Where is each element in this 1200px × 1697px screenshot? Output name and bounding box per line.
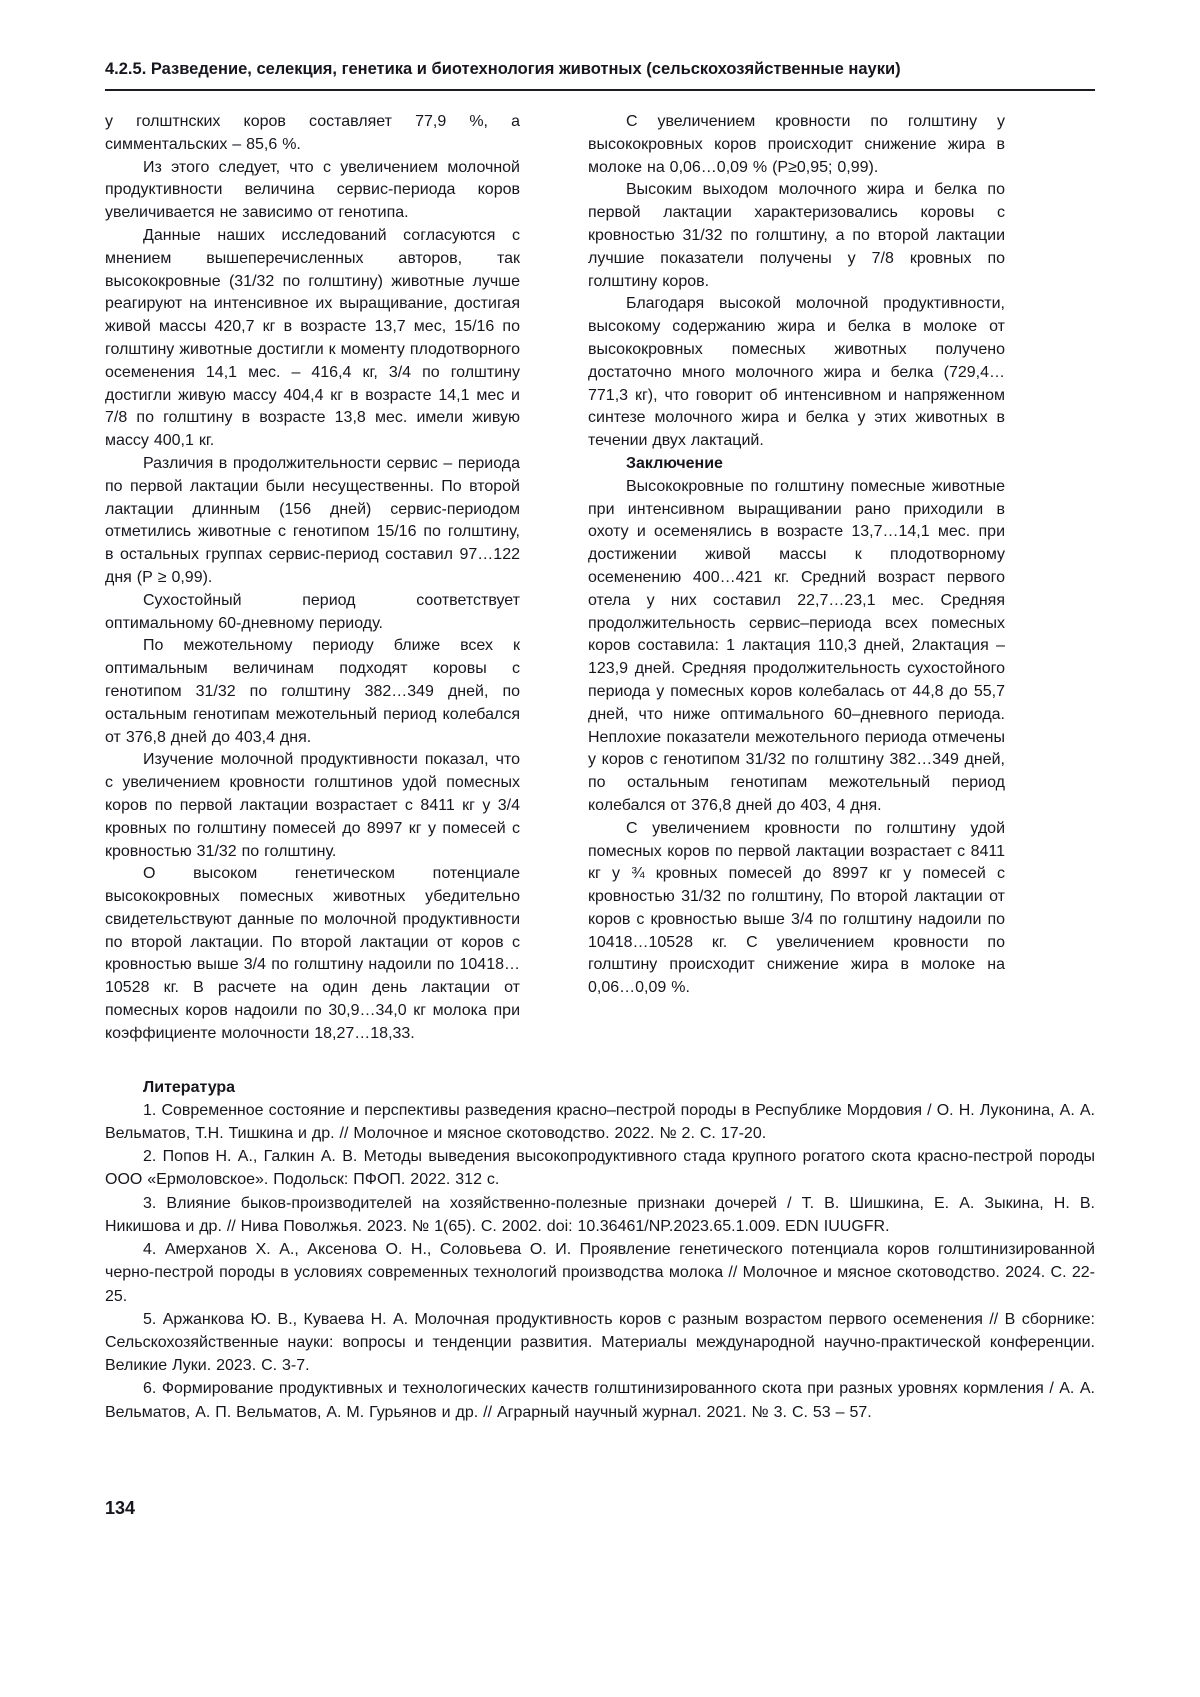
body-paragraph: Данные наших исследований согласуются с мнением вышеперечисленных авторов, так высококровные (31/32 по голштину) животные лучше реагируют на интенсивное их выращивание, достигая живой массы 420,7 кг в возрасте 13,7 мес, 15/16 по голштину животные достигли к моменту плодотворного осеменения 14,1 мес. – 416,4 кг, 3/4 по голштину достигли живую массу 404,4 кг в возрасте 14,1 мес и 7/8 по голштину в возрасте 13,8 мес. имели живую массу 400,1 кг. — [105, 226, 520, 450]
body-paragraph: С увеличением кровности по голштину удой помесных коров по первой лактации возрастает с 8411 кг у ¾ кровных помесей до 8997 кг у помесей с кровностью 31/32 по голштину, По второй лактации от коров с кровностью выше 3/4 по голштину надоили по 10418…10528 кг. С увеличением кровности по голштину происходит снижение жира в молоке на 0,06…0,09 %. — [588, 819, 1005, 997]
page-number: 134 — [105, 1498, 136, 1518]
right-column — [588, 111, 1005, 1046]
left-column — [105, 111, 520, 1046]
reference-item: 3. Влияние быков-производителей на хозяйственно-полезные признаки дочерей / Т. В. Шишкина, Е. А. Зыкина, Н. В. Никишова и др. // Нива Поволжья. 2023. № 1(65). С. 2002. doi: 10.36461/NP.2023.65.1.009. EDN IUUGFR. — [105, 1194, 1095, 1235]
body-paragraph: Из этого следует, что с увеличением молочной продуктивности величина сервис-периода коров увеличивается не зависимо от генотипа. — [105, 158, 520, 222]
body-paragraph: у голштнских коров составляет 77,9 %, а симментальских – 85,6 %. — [105, 113, 520, 153]
conclusion-heading: Заключение — [626, 454, 723, 472]
body-paragraph: Изучение молочной продуктивности показал, что с увеличением кровности голштинов удой помесных коров по первой лактации возрастает с 8411 кг у 3/4 кровных по голштину помесей до 8997 кг у помесей с кровностью 31/32 по голштину. — [105, 751, 520, 860]
references-section — [105, 1076, 1095, 1424]
reference-item: 5. Аржанкова Ю. В., Куваева Н. А. Молочная продуктивность коров с разным возрастом первого осеменения // В сборнике: Сельскохозяйственные науки: вопросы и тенденции развития. Материалы международной научно-практической конференции. Великие Луки. 2023. С. 3-7. — [105, 1310, 1095, 1375]
reference-item: 2. Попов Н. А., Галкин А. В. Методы выведения высокопродуктивного стада крупного рогатого скота красно-пестрой породы ООО «Ермоловское». Подольск: ПФОП. 2022. 312 с. — [105, 1148, 1095, 1189]
body-paragraph: Сухостойный период соответствует оптимальному 60-дневному периоду. — [105, 591, 520, 632]
body-paragraph: Различия в продолжительности сервис – периода по первой лактации были несущественны. По второй лактации длинным (156 дней) сервис-периодом отметились животные с генотипом 15/16 по голштину, в остальных группах сервис-период составил 97…122 дня (Р ≥ 0,99). — [105, 454, 520, 586]
reference-item: 1. Современное состояние и перспективы разведения красно–пестрой породы в Республике Мордовия / О. Н. Луконина, А. А. Вельматов, Т.Н. Тишкина и др. // Молочное и мясное скотоводство. 2022. № 2. С. 17-20. — [105, 1101, 1095, 1143]
body-paragraph: Благодаря высокой молочной продуктивности, высокому содержанию жира и белка в молоке от высококровных помесных животных получено достаточно много молочного жира и белка (729,4…771,3 кг), что говорит об интенсивном и напряженном синтезе молочного жира и белка у этих животных в течении двух лактаций. — [588, 295, 1005, 450]
reference-item: 4. Амерханов Х. А., Аксенова О. Н., Соловьева О. И. Проявление генетического потенциала коров голштинизированной черно-пестрой породы в условиях современных технологий производства молока // Молочное и мясное скотоводство. 2024. С. 22-25. — [105, 1241, 1095, 1305]
body-paragraph: С увеличением кровности по голштину у высококровных коров происходит снижение жира в молоке на 0,06…0,09 % (Р≥0,95; 0,99). — [588, 113, 1005, 176]
section-running-header: 4.2.5. Разведение, селекция, генетика и биотехнология животных (сельскохозяйственные науки) — [105, 58, 1095, 91]
body-paragraph: Высококровные по голштину помесные животные при интенсивном выращивании рано приходили в охоту и осеменялись в возрасте 13,7…14,1 мес. при достижении живой массы к плодотворному осеменению 400…421 кг. Средний возраст первого отела у них составил 22,7…23,1 мес. Средняя продолжительность сервис–периода всех помесных коров составила: 1 лактация 110,3 дней, 2лактация – 123,9 дней. Средняя продолжительность сухостойного периода у помесных коров колебалась от 44,8 до 55,7 дней, что ниже оптимального 60–дневного периода. Неплохие показатели межотельного периода отмечены у коров с генотипом 31/32 по голштину 382…349 дней, по остальным генотипам межотельный период колебался от 376,8 дней до 403, 4 дня. — [588, 477, 1005, 814]
body-paragraph: По межотельному периоду ближе всех к оптимальным величинам подходят коровы с генотипом 31/32 по голштину 382…349 дней, по остальным генотипам межотельный период колебался от 376,8 дней до 403,4 дня. — [105, 637, 520, 746]
article-body — [105, 111, 1095, 1046]
body-paragraph: О высоком генетическом потенциале высококровных помесных животных убедительно свидетельствуют данные по молочной продуктивности по второй лактации. По второй лактации от коров с кровностью выше 3/4 по голштину надоили по 10418…10528 кг. В расчете на один день лактации от помесных коров надоили по 30,9…34,0 кг молока при коэффициенте молочности 18,27…18,33. — [105, 865, 520, 1042]
body-paragraph: Высоким выходом молочного жира и белка по первой лактации характеризовались коровы с кровностью 31/32 по голштину, а по второй лактации лучшие показатели получены у 7/8 кровных по голштину коров. — [588, 181, 1005, 290]
references-heading: Литература — [143, 1078, 236, 1096]
reference-item: 6. Формирование продуктивных и технологических качеств голштинизированного скота при разных уровнях кормления / А. А. Вельматов, А. П. Вельматов, А. М. Гурьянов и др. // Аграрный научный журнал. 2021. № 3. С. 53 – 57. — [105, 1380, 1095, 1421]
